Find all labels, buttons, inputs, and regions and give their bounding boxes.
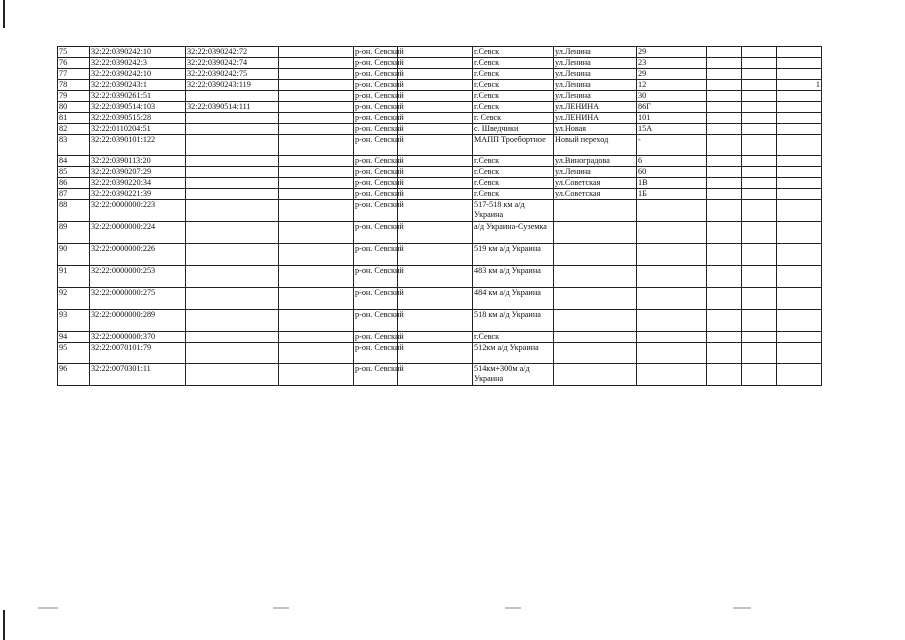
cadastral-number-cell: 32:22:0390515:28: [90, 113, 186, 124]
extra-mark-cell: [777, 343, 822, 364]
locality-cell: г.Севск: [473, 189, 554, 200]
table-row: [58, 102, 822, 113]
empty-cell-cell: [707, 113, 742, 124]
empty-cell-cell: [398, 364, 473, 386]
empty-cell-cell: [279, 47, 354, 58]
house-number-cell: 29: [637, 47, 707, 58]
locality-cell: а/д Украина-Суземка: [473, 222, 554, 244]
related-cadastral-number-cell: [186, 364, 279, 386]
empty-cell-cell: [707, 343, 742, 364]
empty-cell-cell: [398, 47, 473, 58]
row-number-cell: 76: [58, 58, 90, 69]
related-cadastral-number-cell: [186, 222, 279, 244]
empty-cell-cell: [707, 167, 742, 178]
street-cell: ул.Виноградова: [554, 156, 637, 167]
table-row: [58, 244, 822, 266]
house-number-cell: [637, 222, 707, 244]
empty-cell-cell: [742, 69, 777, 80]
related-cadastral-number-cell: [186, 124, 279, 135]
registry-table: [57, 46, 822, 386]
cadastral-number-cell: 32:22:0390243:1: [90, 80, 186, 91]
empty-cell-cell: [279, 222, 354, 244]
district-cell: р-он. Севский: [355, 58, 404, 67]
empty-cell-cell: [398, 178, 473, 189]
district-cell: р-он. Севский: [355, 91, 404, 100]
empty-cell-cell: [742, 113, 777, 124]
empty-cell-cell: [279, 58, 354, 69]
house-number-cell: 12: [637, 80, 707, 91]
scan-noise-marks: [0, 607, 905, 615]
related-cadastral-number-cell: [186, 135, 279, 156]
table-row: [58, 310, 822, 332]
house-number-cell: [637, 310, 707, 332]
house-number-cell: [637, 244, 707, 266]
extra-mark-cell: [777, 200, 822, 222]
district-cell: р-он. Севский: [354, 364, 398, 386]
table-row: [58, 69, 822, 80]
empty-cell-cell: [742, 288, 777, 310]
extra-mark-cell: [777, 135, 822, 156]
street-cell: [554, 244, 637, 266]
table-row: [58, 156, 822, 167]
empty-cell-cell: [398, 113, 473, 124]
empty-cell-cell: [279, 189, 354, 200]
empty-cell-cell: [398, 288, 473, 310]
empty-cell-cell: [707, 47, 742, 58]
locality-cell: 519 км а/д Украина: [473, 244, 554, 266]
district-cell: р-он. Севский: [354, 310, 398, 332]
related-cadastral-number-cell: 32:22:0390242:74: [186, 58, 279, 69]
empty-cell-cell: [398, 266, 473, 288]
locality-cell: г.Севск: [473, 91, 554, 102]
empty-cell-cell: [279, 124, 354, 135]
row-number-cell: 95: [58, 343, 90, 364]
house-number-cell: [637, 343, 707, 364]
house-number-cell: 6: [637, 156, 707, 167]
related-cadastral-number-cell: [186, 332, 279, 343]
related-cadastral-number-cell: [186, 310, 279, 332]
table-row: [58, 343, 822, 364]
locality-cell: г.Севск: [473, 167, 554, 178]
empty-cell-cell: [707, 244, 742, 266]
street-cell: [554, 364, 637, 386]
district-cell: р-он. Севский: [355, 124, 404, 133]
street-cell: ул.Ленина: [554, 167, 637, 178]
empty-cell-cell: [398, 91, 473, 102]
empty-cell-cell: [279, 310, 354, 332]
empty-cell-cell: [742, 80, 777, 91]
related-cadastral-number-cell: [186, 178, 279, 189]
cadastral-number-cell: 32:22:0390221:39: [90, 189, 186, 200]
district-cell: р-он. Севский: [355, 47, 404, 56]
extra-mark-cell: [777, 113, 822, 124]
house-number-cell: 23: [637, 58, 707, 69]
empty-cell-cell: [742, 343, 777, 364]
locality-cell: г.Севск: [473, 80, 554, 91]
street-cell: [554, 222, 637, 244]
district-cell: р-он. Севский: [355, 189, 404, 198]
table-row: [58, 80, 822, 91]
empty-cell-cell: [707, 364, 742, 386]
empty-cell-cell: [707, 80, 742, 91]
empty-cell-cell: [742, 47, 777, 58]
row-number-cell: 90: [58, 244, 90, 266]
empty-cell-cell: [279, 167, 354, 178]
empty-cell-cell: [398, 244, 473, 266]
empty-cell-cell: [398, 189, 473, 200]
street-cell: ул.Новая: [554, 124, 637, 135]
house-number-cell: 86Г: [637, 102, 707, 113]
extra-mark-cell: [777, 266, 822, 288]
empty-cell-cell: [398, 80, 473, 91]
extra-mark-cell: [777, 58, 822, 69]
locality-cell: 517-518 км а/д Украина: [473, 200, 554, 222]
row-number-cell: 79: [58, 91, 90, 102]
row-number-cell: 78: [58, 80, 90, 91]
empty-cell-cell: [398, 332, 473, 343]
house-number-cell: [637, 200, 707, 222]
row-number-cell: 85: [58, 167, 90, 178]
locality-cell: г. Севск: [473, 113, 554, 124]
cadastral-number-cell: 32:22:0390242:3: [90, 58, 186, 69]
cadastral-number-cell: 32:22:0110204:51: [90, 124, 186, 135]
empty-cell-cell: [742, 200, 777, 222]
cadastral-number-cell: 32:22:0000000:370: [90, 332, 186, 343]
house-number-cell: [637, 364, 707, 386]
empty-cell-cell: [707, 178, 742, 189]
district-cell: р-он. Севский: [354, 288, 398, 310]
extra-mark-cell: [777, 69, 822, 80]
extra-mark-cell: 1: [777, 80, 822, 91]
empty-cell-cell: [742, 244, 777, 266]
row-number-cell: 92: [58, 288, 90, 310]
related-cadastral-number-cell: [186, 91, 279, 102]
empty-cell-cell: [742, 156, 777, 167]
district-cell: р-он. Севский: [355, 113, 404, 122]
empty-cell-cell: [398, 343, 473, 364]
locality-cell: 484 км а/д Украина: [473, 288, 554, 310]
related-cadastral-number-cell: 32:22:0390242:72: [186, 47, 279, 58]
extra-mark-cell: [777, 310, 822, 332]
empty-cell-cell: [279, 332, 354, 343]
empty-cell-cell: [707, 200, 742, 222]
table-row: [58, 189, 822, 200]
house-number-cell: -: [637, 135, 707, 156]
empty-cell-cell: [398, 156, 473, 167]
cadastral-number-cell: 32:22:0390113:20: [90, 156, 186, 167]
extra-mark-cell: [777, 189, 822, 200]
related-cadastral-number-cell: [186, 244, 279, 266]
extra-mark-cell: [777, 47, 822, 58]
empty-cell-cell: [707, 310, 742, 332]
empty-cell-cell: [707, 332, 742, 343]
empty-cell-cell: [398, 310, 473, 332]
table-row: [58, 364, 822, 386]
extra-mark-cell: [777, 222, 822, 244]
street-cell: [554, 200, 637, 222]
related-cadastral-number-cell: [186, 167, 279, 178]
street-cell: [554, 310, 637, 332]
row-number-cell: 96: [58, 364, 90, 386]
extra-mark-cell: [777, 167, 822, 178]
cadastral-number-cell: 32:22:0000000:226: [90, 244, 186, 266]
locality-cell: г.Севск: [473, 178, 554, 189]
empty-cell-cell: [742, 189, 777, 200]
cadastral-number-cell: 32:22:0070101:79: [90, 343, 186, 364]
empty-cell-cell: [707, 189, 742, 200]
empty-cell-cell: [742, 310, 777, 332]
locality-cell: МАПП Троебортное: [473, 135, 554, 156]
locality-cell: г.Севск: [473, 69, 554, 80]
house-number-cell: [637, 288, 707, 310]
empty-cell-cell: [707, 266, 742, 288]
extra-mark-cell: [777, 364, 822, 386]
cadastral-number-cell: 32:22:0390101:122: [90, 135, 186, 156]
district-cell: р-он. Севский: [355, 178, 404, 187]
empty-cell-cell: [707, 124, 742, 135]
house-number-cell: 15А: [637, 124, 707, 135]
row-number-cell: 93: [58, 310, 90, 332]
registry-table-body: [58, 47, 822, 386]
cadastral-number-cell: 32:22:0390207:29: [90, 167, 186, 178]
district-cell: р-он. Севский: [354, 222, 398, 244]
district-cell: р-он. Севский: [354, 244, 398, 266]
empty-cell-cell: [398, 124, 473, 135]
row-number-cell: 84: [58, 156, 90, 167]
extra-mark-cell: [777, 288, 822, 310]
extra-mark-cell: [777, 102, 822, 113]
empty-cell-cell: [707, 156, 742, 167]
street-cell: [554, 266, 637, 288]
row-number-cell: 77: [58, 69, 90, 80]
cadastral-number-cell: 32:22:0000000:253: [90, 266, 186, 288]
empty-cell-cell: [707, 91, 742, 102]
empty-cell-cell: [279, 69, 354, 80]
cadastral-number-cell: 32:22:0390242:10: [90, 47, 186, 58]
row-number-cell: 86: [58, 178, 90, 189]
street-cell: ул.Ленина: [554, 91, 637, 102]
street-cell: ул.Советская: [554, 189, 637, 200]
related-cadastral-number-cell: [186, 288, 279, 310]
empty-cell-cell: [707, 69, 742, 80]
extra-mark-cell: [777, 91, 822, 102]
extra-mark-cell: [777, 178, 822, 189]
locality-cell: 483 км а/д Украина: [473, 266, 554, 288]
empty-cell-cell: [398, 222, 473, 244]
extra-mark-cell: [777, 156, 822, 167]
empty-cell-cell: [398, 102, 473, 113]
empty-cell-cell: [742, 102, 777, 113]
cadastral-number-cell: 32:22:0000000:224: [90, 222, 186, 244]
row-number-cell: 80: [58, 102, 90, 113]
house-number-cell: [637, 266, 707, 288]
house-number-cell: 60: [637, 167, 707, 178]
empty-cell-cell: [742, 332, 777, 343]
cadastral-number-cell: 32:22:0390514:103: [90, 102, 186, 113]
street-cell: ул.ЛЕНИНА: [554, 113, 637, 124]
cadastral-number-cell: 32:22:0070301:11: [90, 364, 186, 386]
empty-cell-cell: [742, 266, 777, 288]
table-row: [58, 91, 822, 102]
row-number-cell: 81: [58, 113, 90, 124]
cadastral-number-cell: 32:22:0390220:34: [90, 178, 186, 189]
empty-cell-cell: [742, 135, 777, 156]
empty-cell-cell: [742, 222, 777, 244]
extra-mark-cell: [777, 244, 822, 266]
district-cell: р-он. Севский: [355, 80, 404, 89]
street-cell: ул.Ленина: [554, 47, 637, 58]
related-cadastral-number-cell: [186, 113, 279, 124]
house-number-cell: 30: [637, 91, 707, 102]
empty-cell-cell: [279, 200, 354, 222]
empty-cell-cell: [707, 58, 742, 69]
house-number-cell: 101: [637, 113, 707, 124]
street-cell: ул.Ленина: [554, 58, 637, 69]
district-cell: р-он. Севский: [354, 266, 398, 288]
extra-mark-cell: [777, 332, 822, 343]
related-cadastral-number-cell: [186, 343, 279, 364]
table-row: [58, 222, 822, 244]
district-cell: р-он. Севский: [355, 69, 404, 78]
table-row: [58, 288, 822, 310]
house-number-cell: 29: [637, 69, 707, 80]
empty-cell-cell: [398, 167, 473, 178]
locality-cell: 514км+300м а/д Украина: [473, 364, 554, 386]
street-cell: ул.ЛЕНИНА: [554, 102, 637, 113]
empty-cell-cell: [742, 167, 777, 178]
cadastral-number-cell: 32:22:0000000:275: [90, 288, 186, 310]
table-row: [58, 266, 822, 288]
district-cell: р-он. Севский: [355, 156, 404, 165]
locality-cell: г.Севск: [473, 102, 554, 113]
related-cadastral-number-cell: [186, 266, 279, 288]
district-cell: р-он. Севский: [354, 200, 398, 222]
locality-cell: 512км а/д Украина: [473, 343, 554, 364]
empty-cell-cell: [279, 266, 354, 288]
empty-cell-cell: [279, 91, 354, 102]
cadastral-number-cell: 32:22:0000000:289: [90, 310, 186, 332]
empty-cell-cell: [398, 58, 473, 69]
row-number-cell: 88: [58, 200, 90, 222]
scan-edge-top: [3, 0, 5, 28]
empty-cell-cell: [279, 343, 354, 364]
row-number-cell: 75: [58, 47, 90, 58]
locality-cell: г.Севск: [473, 156, 554, 167]
table-row: [58, 135, 822, 156]
empty-cell-cell: [279, 135, 354, 156]
empty-cell-cell: [742, 58, 777, 69]
empty-cell-cell: [398, 200, 473, 222]
cadastral-number-cell: 32:22:0390261:51: [90, 91, 186, 102]
locality-cell: с. Шведчики: [473, 124, 554, 135]
table-row: [58, 58, 822, 69]
row-number-cell: 83: [58, 135, 90, 156]
table-row: [58, 200, 822, 222]
empty-cell-cell: [742, 364, 777, 386]
district-cell: р-он. Севский: [354, 135, 398, 156]
extra-mark-cell: [777, 124, 822, 135]
locality-cell: г.Севск: [473, 47, 554, 58]
house-number-cell: 1Б: [637, 189, 707, 200]
empty-cell-cell: [742, 91, 777, 102]
empty-cell-cell: [707, 102, 742, 113]
empty-cell-cell: [707, 135, 742, 156]
district-cell: р-он. Севский: [355, 102, 404, 111]
empty-cell-cell: [742, 178, 777, 189]
empty-cell-cell: [707, 288, 742, 310]
locality-cell: г.Севск: [473, 58, 554, 69]
cadastral-number-cell: 32:22:0000000:223: [90, 200, 186, 222]
empty-cell-cell: [279, 102, 354, 113]
empty-cell-cell: [279, 178, 354, 189]
related-cadastral-number-cell: 32:22:0390514:111: [186, 102, 279, 113]
district-cell: р-он. Севский: [355, 167, 404, 176]
empty-cell-cell: [279, 288, 354, 310]
street-cell: [554, 332, 637, 343]
empty-cell-cell: [279, 80, 354, 91]
cadastral-number-cell: 32:22:0390242:10: [90, 69, 186, 80]
empty-cell-cell: [398, 69, 473, 80]
empty-cell-cell: [742, 124, 777, 135]
street-cell: ул.Ленина: [554, 80, 637, 91]
locality-cell: г.Севск: [473, 332, 554, 343]
street-cell: ул.Ленина: [554, 69, 637, 80]
district-cell: р-он. Севский: [355, 332, 404, 341]
empty-cell-cell: [279, 364, 354, 386]
table-row: [58, 113, 822, 124]
street-cell: Новый переход: [554, 135, 637, 156]
empty-cell-cell: [398, 135, 473, 156]
street-cell: ул.Советская: [554, 178, 637, 189]
empty-cell-cell: [279, 244, 354, 266]
district-cell: р-он. Севский: [354, 343, 398, 364]
table-row: [58, 124, 822, 135]
house-number-cell: 1В: [637, 178, 707, 189]
row-number-cell: 89: [58, 222, 90, 244]
table-row: [58, 332, 822, 343]
row-number-cell: 82: [58, 124, 90, 135]
empty-cell-cell: [707, 222, 742, 244]
related-cadastral-number-cell: 32:22:0390243:119: [186, 80, 279, 91]
table-row: [58, 178, 822, 189]
table-row: [58, 47, 822, 58]
related-cadastral-number-cell: [186, 200, 279, 222]
empty-cell-cell: [279, 156, 354, 167]
locality-cell: 518 км а/д Украина: [473, 310, 554, 332]
related-cadastral-number-cell: 32:22:0390242:75: [186, 69, 279, 80]
row-number-cell: 91: [58, 266, 90, 288]
related-cadastral-number-cell: [186, 189, 279, 200]
row-number-cell: 94: [58, 332, 90, 343]
table-row: [58, 167, 822, 178]
row-number-cell: 87: [58, 189, 90, 200]
related-cadastral-number-cell: [186, 156, 279, 167]
empty-cell-cell: [279, 113, 354, 124]
house-number-cell: [637, 332, 707, 343]
street-cell: [554, 343, 637, 364]
street-cell: [554, 288, 637, 310]
